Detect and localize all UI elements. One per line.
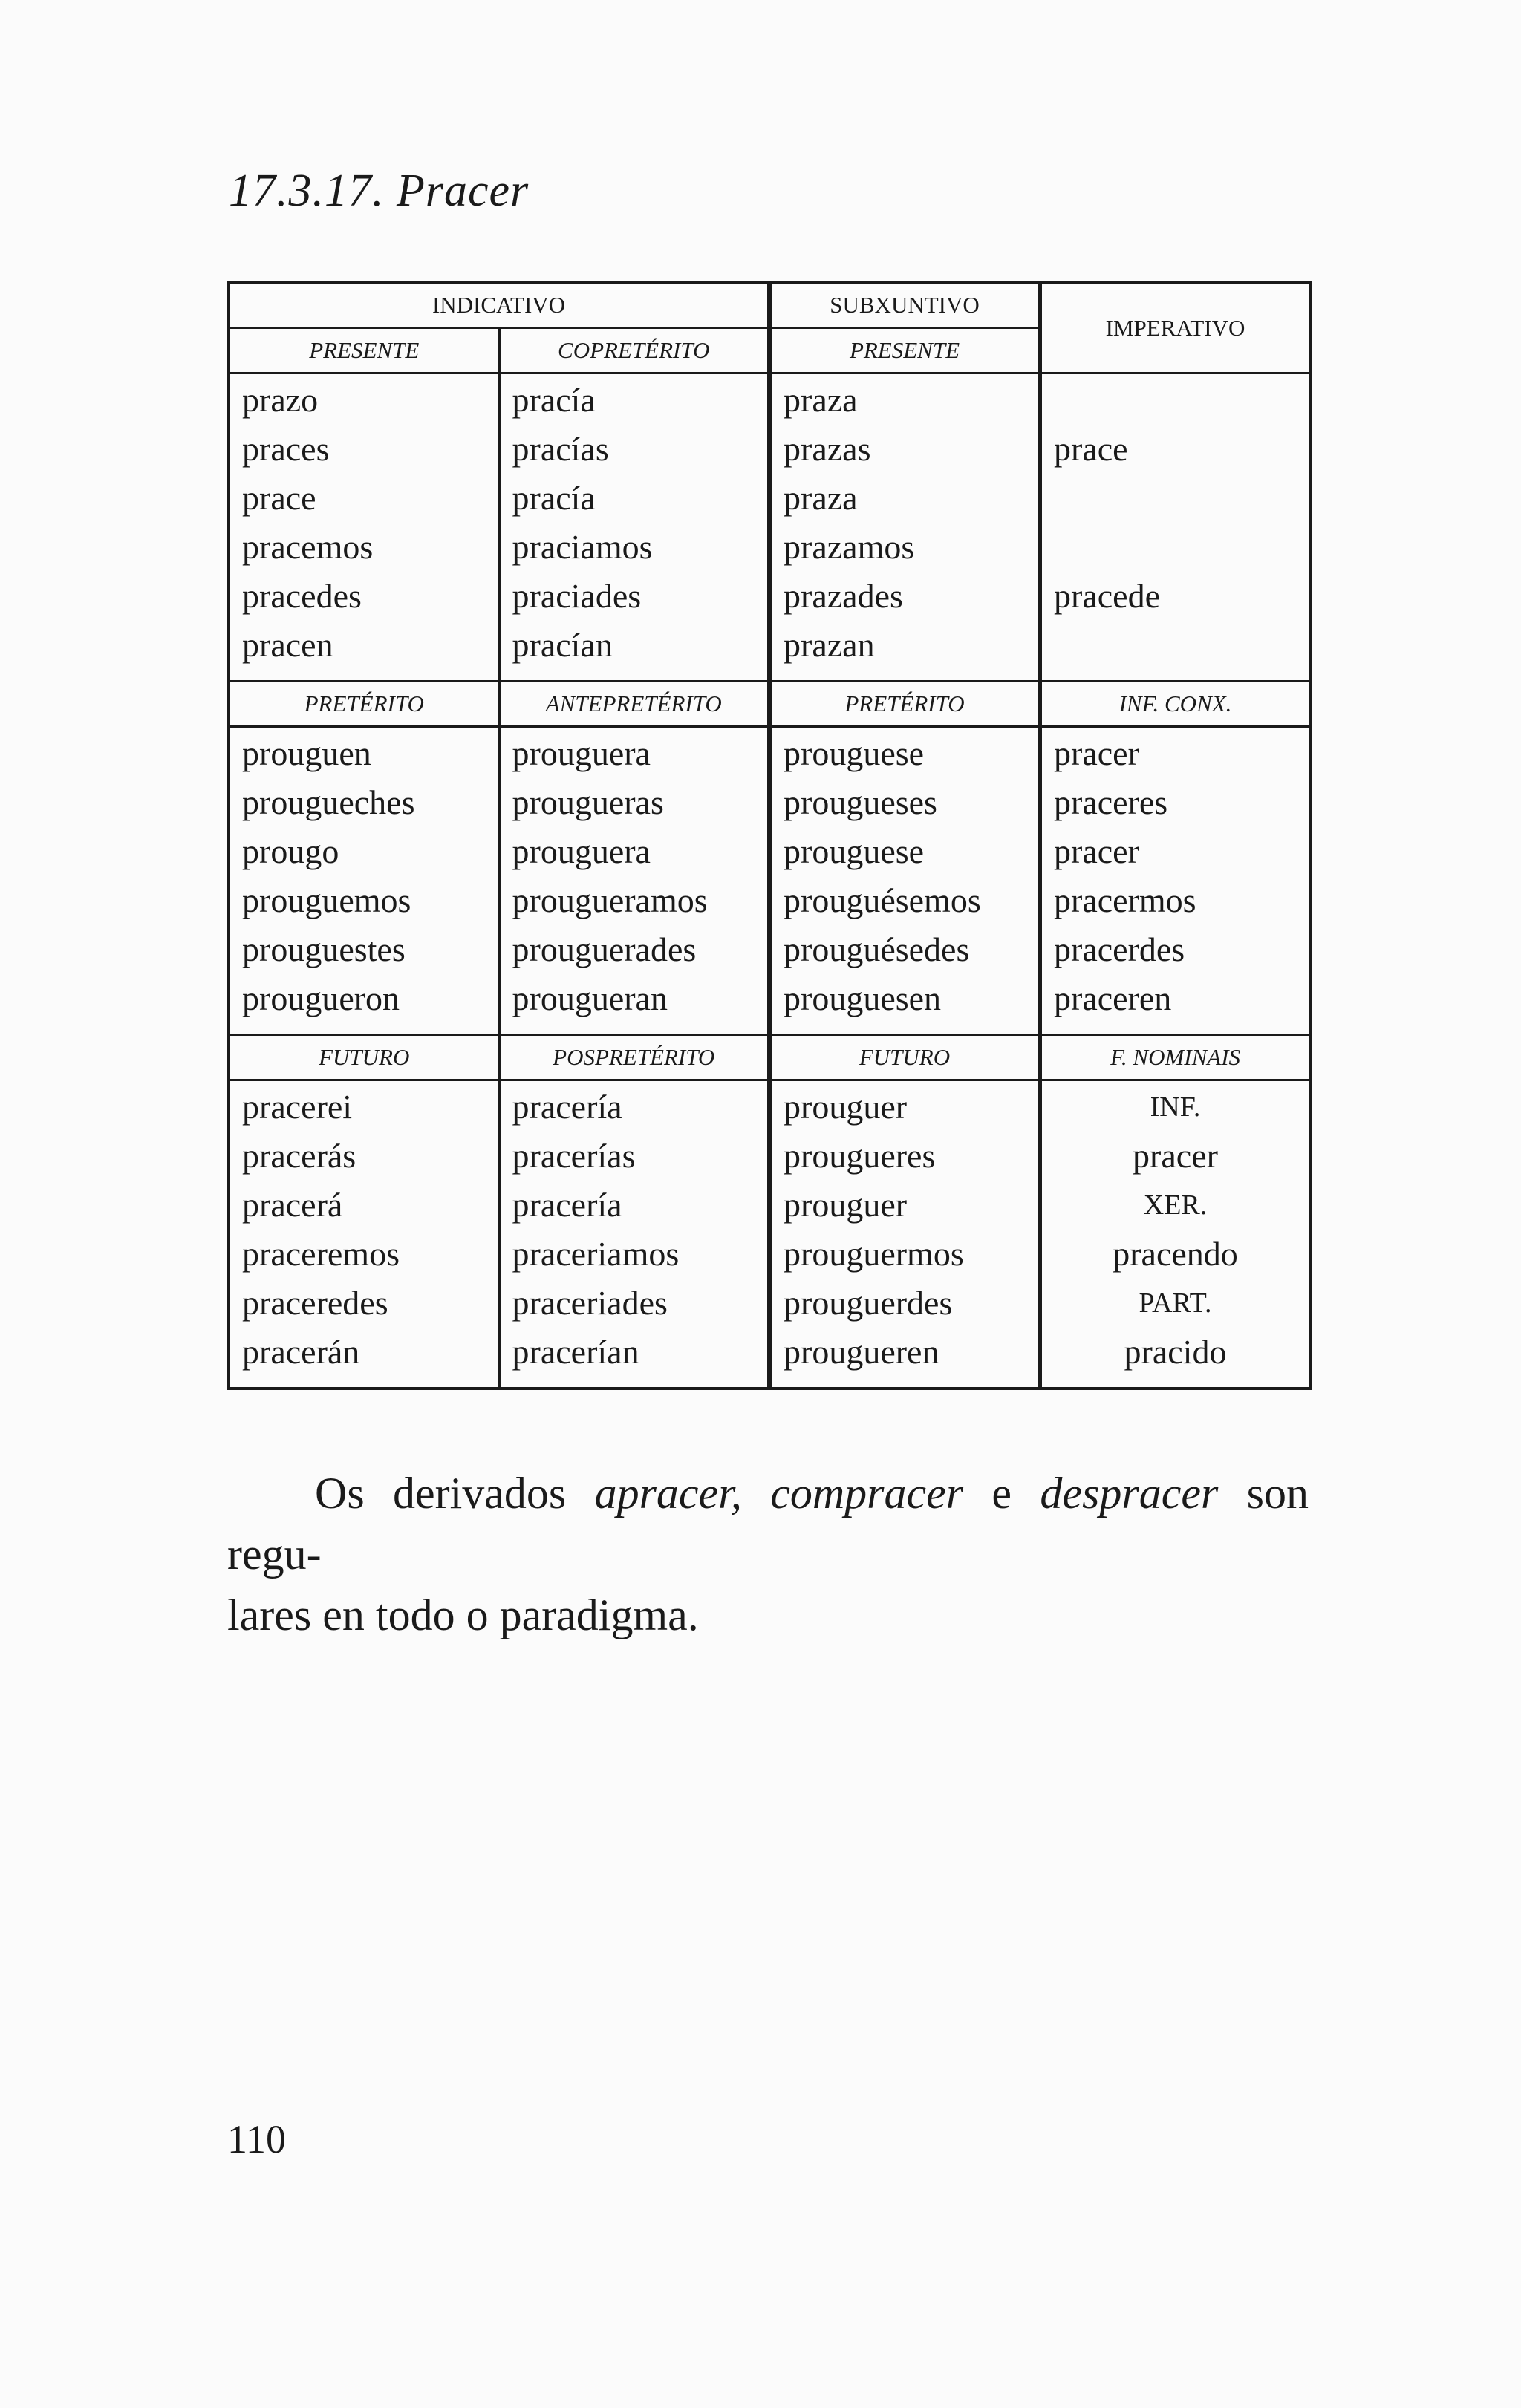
verb-form: prazan: [784, 626, 875, 664]
verb-form: prougueras: [512, 783, 664, 821]
text-run: son regu-: [227, 1469, 1309, 1579]
emphasis: apracer,: [594, 1469, 742, 1518]
tense-header: FUTURO: [229, 1034, 499, 1080]
verb-form: pracería: [512, 1185, 622, 1224]
verb-form: [1054, 474, 1309, 523]
verb-form: pracerías: [512, 1136, 636, 1175]
verb-form: pracías: [512, 430, 609, 468]
verb-form: prouguese: [784, 734, 925, 772]
tense-header: INF. CONX.: [1040, 681, 1310, 726]
verb-form: praceriamos: [512, 1234, 680, 1273]
verb-form: prouguermos: [784, 1234, 964, 1273]
verb-form: pracería: [512, 1087, 622, 1126]
verb-form: [1054, 621, 1309, 670]
verb-form: prougueran: [512, 979, 668, 1017]
verb-form: [1054, 376, 1309, 425]
verb-form: prougo: [242, 832, 339, 870]
verb-form: prouguesen: [784, 979, 942, 1017]
verb-form: prouguésedes: [784, 930, 970, 968]
tense-header: PRESENTE: [769, 328, 1040, 373]
emphasis: despracer: [1040, 1469, 1219, 1518]
conjugation-cell: [229, 373, 499, 682]
verb-form: pracer: [1054, 734, 1139, 772]
conjugation-cell: [1040, 373, 1310, 682]
nominal-label: INF.: [1150, 1091, 1201, 1123]
verb-form: prace: [242, 479, 316, 517]
verb-form: prougueres: [784, 1136, 936, 1175]
verb-form: prazamos: [784, 528, 915, 566]
conjugation-table: [227, 281, 1312, 1390]
conjugation-cell: [229, 726, 499, 1034]
tense-header: POSPRETÉRITO: [499, 1034, 769, 1080]
mood-indicativo: INDICATIVO: [229, 282, 769, 328]
verb-form: praceriades: [512, 1283, 668, 1322]
verb-form: prazades: [784, 577, 903, 615]
conjugation-cell: [499, 726, 769, 1034]
verb-form: prouguésemos: [784, 881, 981, 919]
verb-form: praciamos: [512, 528, 653, 566]
verb-form: prazo: [242, 381, 319, 419]
verb-form: pracemos: [242, 528, 374, 566]
tense-header: FUTURO: [769, 1034, 1040, 1080]
verb-form: pracedes: [242, 577, 362, 615]
conjugation-cell: [1040, 726, 1310, 1034]
verb-form: pracermos: [1054, 881, 1196, 919]
emphasis: compracer: [770, 1469, 964, 1518]
verb-form: pracen: [242, 626, 333, 664]
verb-form: pracede: [1054, 577, 1160, 615]
conjugation-cell: [769, 726, 1040, 1034]
verb-form: prouguerdes: [784, 1283, 953, 1322]
conjugation-cell: [229, 1080, 499, 1389]
verb-form: praceren: [1054, 979, 1172, 1017]
verb-form: pracido: [1124, 1332, 1227, 1371]
verb-form: praces: [242, 430, 330, 468]
verb-form: pracerá: [242, 1185, 343, 1224]
text-run: e: [963, 1469, 1040, 1518]
verb-form: prougueren: [784, 1332, 939, 1371]
tense-header: PRETÉRITO: [769, 681, 1040, 726]
tense-header: F. NOMINAIS: [1040, 1034, 1310, 1080]
verb-form: prouguen: [242, 734, 371, 772]
tense-header: PRESENTE: [229, 328, 499, 373]
verb-form: prouguestes: [242, 930, 406, 968]
text-run: Os derivados: [315, 1469, 595, 1518]
tense-header: ANTEPRETÉRITO: [499, 681, 769, 726]
verb-form: praciades: [512, 577, 642, 615]
verb-form: praceredes: [242, 1283, 388, 1322]
verb-form: pracían: [512, 626, 613, 664]
mood-subxuntivo: SUBXUNTIVO: [769, 282, 1040, 328]
page-number: 110: [227, 2117, 286, 2161]
verb-form: prougueches: [242, 783, 415, 821]
verb-form: prouguese: [784, 832, 925, 870]
verb-form: pracía: [512, 381, 596, 419]
verb-form: prouguer: [784, 1185, 908, 1224]
verb-form: pracerás: [242, 1136, 356, 1175]
verb-form: pracerán: [242, 1332, 360, 1371]
tense-header: PRETÉRITO: [229, 681, 499, 726]
verb-form: pracía: [512, 479, 596, 517]
section-heading: 17.3.17. Pracer: [229, 166, 530, 216]
verb-form: prouguera: [512, 734, 651, 772]
verb-form: prouguera: [512, 832, 651, 870]
verb-form: prace: [1054, 430, 1128, 468]
verb-form: [1054, 523, 1309, 572]
verb-form: pracer: [1054, 832, 1139, 870]
verb-form: prougueses: [784, 783, 937, 821]
paragraph-line: lares en todo o paradigma.: [227, 1590, 699, 1639]
verb-form: prougueramos: [512, 881, 708, 919]
text-run: [742, 1469, 770, 1518]
verb-form: praza: [784, 479, 858, 517]
conjugation-cell: [769, 1080, 1040, 1389]
verb-form: pracer: [1133, 1136, 1218, 1175]
nominal-label: XER.: [1143, 1189, 1208, 1221]
conjugation-cell: [769, 373, 1040, 682]
verb-form: pracendo: [1113, 1234, 1238, 1273]
conjugation-cell: [499, 373, 769, 682]
verb-form: prouguemos: [242, 881, 411, 919]
verb-form: prazas: [784, 430, 871, 468]
verb-form: pracerdes: [1054, 930, 1185, 968]
verb-form: prouguer: [784, 1087, 908, 1126]
nominal-label: PART.: [1139, 1287, 1212, 1319]
verb-form: praceremos: [242, 1234, 400, 1273]
mood-imperativo: IMPERATIVO: [1040, 282, 1310, 373]
tense-header: COPRETÉRITO: [499, 328, 769, 373]
verb-form: prougueron: [242, 979, 400, 1017]
verb-form: praza: [784, 381, 858, 419]
verb-form: praceres: [1054, 783, 1168, 821]
verb-form: pracerei: [242, 1087, 353, 1126]
paragraph-line: [227, 1463, 1309, 1585]
conjugation-cell: [499, 1080, 769, 1389]
conjugation-cell: [1040, 1080, 1310, 1389]
verb-form: prouguerades: [512, 930, 697, 968]
verb-form: pracerían: [512, 1332, 639, 1371]
body-paragraph: [227, 1463, 1309, 1645]
